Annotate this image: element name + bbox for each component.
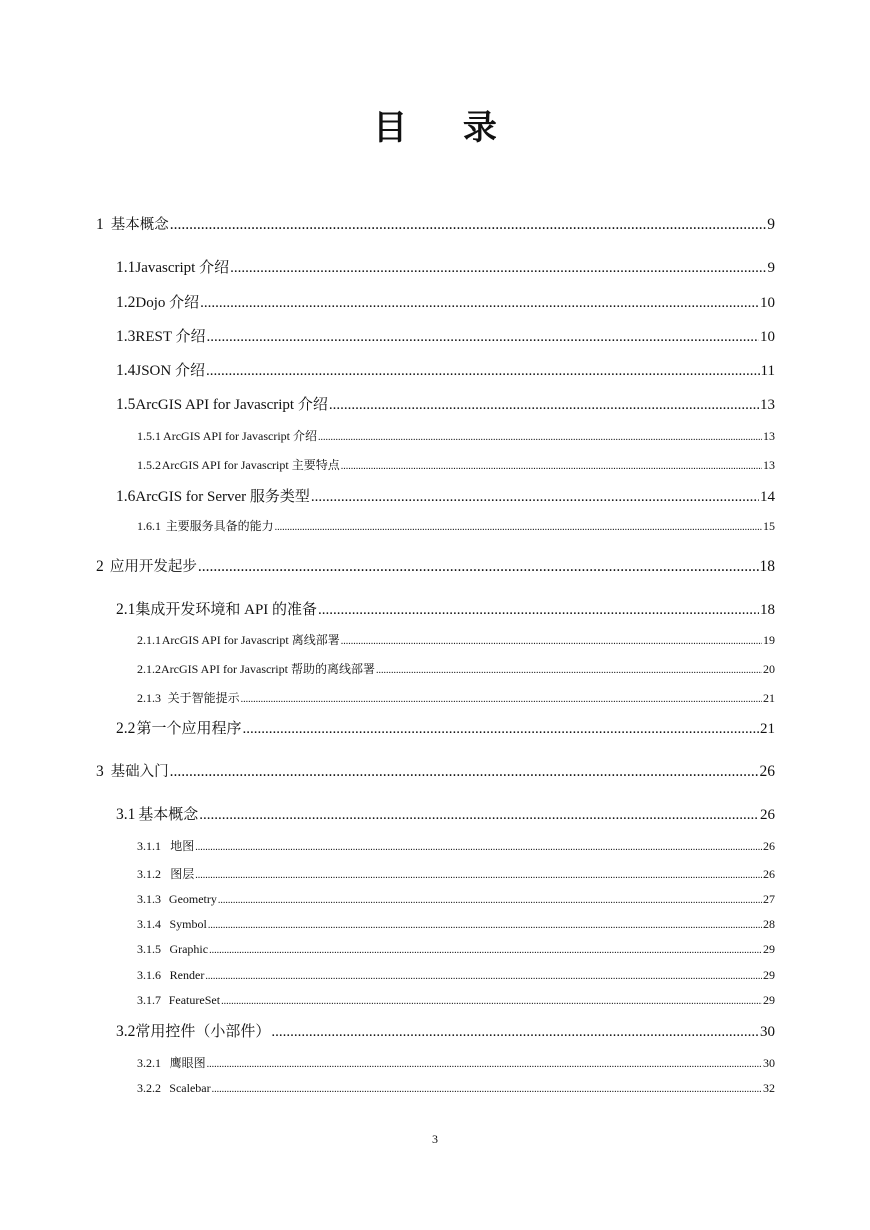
toc-entry-title: Graphic bbox=[169, 942, 209, 956]
toc-dot-leader bbox=[212, 1081, 762, 1096]
toc-dot-leader bbox=[376, 662, 762, 677]
toc-entry-number: 3.2.2 bbox=[137, 1081, 161, 1095]
toc-entry-page: 29 bbox=[763, 942, 775, 956]
toc-dot-leader bbox=[243, 721, 759, 738]
toc-entry-page: 26 bbox=[763, 839, 775, 853]
toc-entry-title: ArcGIS for Server 服务类型 bbox=[135, 489, 310, 505]
toc-entry-title: 关于智能提示 bbox=[167, 691, 240, 705]
toc-entry-page: 27 bbox=[763, 892, 775, 906]
toc-entry-number: 2.1.2 bbox=[137, 662, 161, 676]
toc-dot-leader bbox=[318, 602, 759, 619]
page-number: 3 bbox=[432, 1132, 438, 1146]
toc-entry-page: 15 bbox=[763, 519, 775, 533]
toc-entry-title: REST 介绍 bbox=[135, 329, 206, 345]
toc-entry-title: 地图 bbox=[170, 839, 195, 853]
toc-entry[interactable] bbox=[116, 256, 775, 277]
toc-entry-page: 14 bbox=[760, 489, 775, 505]
toc-entry-number: 1.5.2 bbox=[137, 458, 161, 472]
toc-entry-title: 常用控件（小部件） bbox=[135, 1024, 271, 1040]
toc-entry[interactable] bbox=[137, 660, 775, 677]
toc-entry-page: 29 bbox=[763, 993, 775, 1007]
toc-entry-title: Dojo 介绍 bbox=[135, 295, 200, 311]
toc-dot-leader bbox=[205, 968, 762, 983]
page-title: 目 录 bbox=[373, 108, 519, 148]
toc-dot-leader bbox=[329, 397, 759, 414]
toc-entry[interactable] bbox=[116, 803, 775, 824]
toc-entry-page: 26 bbox=[759, 763, 775, 780]
toc-entry-number: 1.5.1 bbox=[137, 429, 161, 443]
toc-entry-page: 18 bbox=[760, 602, 775, 618]
toc-entry-title: JSON 介绍 bbox=[135, 363, 205, 379]
toc-entry-page: 19 bbox=[763, 633, 775, 647]
toc-entry-page: 21 bbox=[763, 691, 775, 705]
toc-entry[interactable] bbox=[137, 1054, 775, 1071]
toc-entry-page: 26 bbox=[763, 867, 775, 881]
toc-entry-title: Javascript 介绍 bbox=[135, 260, 230, 276]
toc-dot-leader bbox=[207, 1056, 762, 1071]
toc-dot-leader bbox=[206, 363, 760, 380]
toc-entry[interactable] bbox=[137, 968, 775, 983]
toc-entry-page: 29 bbox=[763, 968, 775, 982]
toc-entry-title: 集成开发环境和 API 的准备 bbox=[135, 602, 318, 618]
toc-dot-leader bbox=[170, 216, 766, 234]
toc-entry-title: FeatureSet bbox=[168, 993, 221, 1007]
toc-entry-page: 26 bbox=[760, 807, 775, 823]
toc-dot-leader bbox=[221, 993, 762, 1008]
toc-entry-number: 3.1.1 bbox=[137, 839, 161, 853]
toc-dot-leader bbox=[200, 295, 759, 312]
toc-entry-page: 30 bbox=[763, 1056, 775, 1070]
toc-entry[interactable] bbox=[116, 717, 775, 738]
toc-dot-leader bbox=[195, 867, 762, 882]
toc-entry-number: 3.1.5 bbox=[137, 942, 161, 956]
toc-entry-title: ArcGIS API for Javascript 帮助的离线部署 bbox=[161, 662, 375, 676]
toc-entry-number: 1.3 bbox=[116, 328, 136, 345]
toc-entry-number: 3.2 bbox=[116, 1023, 136, 1040]
toc-entry-title: ArcGIS API for Javascript 介绍 bbox=[135, 397, 328, 413]
toc-entry[interactable] bbox=[137, 993, 775, 1008]
toc-entry-page: 11 bbox=[760, 363, 775, 379]
toc-entry-number: 1.6.1 bbox=[137, 519, 161, 533]
toc-entry-title: 基本概念 bbox=[138, 807, 199, 823]
toc-entry-title: 主要服务具备的能力 bbox=[165, 519, 274, 533]
toc-dot-leader bbox=[170, 763, 759, 781]
toc-entry-title: Scalebar bbox=[169, 1081, 211, 1095]
toc-entry[interactable] bbox=[137, 427, 775, 444]
toc-entry-page: 9 bbox=[767, 216, 775, 233]
toc-dot-leader bbox=[318, 429, 762, 444]
toc-entry-number: 1.4 bbox=[116, 362, 136, 379]
toc-dot-leader bbox=[208, 917, 762, 932]
toc-dot-leader bbox=[198, 558, 759, 576]
toc-entry-page: 10 bbox=[760, 329, 775, 345]
toc-entry[interactable] bbox=[116, 598, 775, 619]
toc-entry-title: ArcGIS API for Javascript 介绍 bbox=[163, 429, 318, 443]
toc-entry[interactable] bbox=[137, 917, 775, 932]
toc-entry-number: 2.1.1 bbox=[137, 633, 161, 647]
toc-entry-title: Geometry bbox=[168, 892, 217, 906]
toc-entry[interactable] bbox=[137, 456, 775, 473]
toc-entry-number: 3 bbox=[96, 763, 104, 780]
toc-entry[interactable] bbox=[116, 291, 775, 312]
toc-dot-leader bbox=[241, 691, 762, 706]
toc-entry-page: 9 bbox=[767, 260, 775, 276]
toc-entry[interactable] bbox=[116, 393, 775, 414]
toc-entry-title: 图层 bbox=[170, 867, 195, 881]
toc-entry-page: 13 bbox=[763, 458, 775, 472]
toc-dot-leader bbox=[311, 489, 759, 506]
toc-entry-number: 3.1.6 bbox=[137, 968, 161, 982]
toc-entry-title: 第一个应用程序 bbox=[136, 721, 242, 737]
toc-dot-leader bbox=[341, 633, 762, 648]
toc-entry-page: 13 bbox=[763, 429, 775, 443]
toc-entry-number: 3.1 bbox=[116, 806, 136, 823]
toc-dot-leader bbox=[341, 458, 762, 473]
toc-entry-number: 3.1.3 bbox=[137, 892, 161, 906]
toc-entry-number: 3.1.4 bbox=[137, 917, 161, 931]
toc-entry[interactable] bbox=[137, 517, 775, 534]
toc-entry-title: ArcGIS API for Javascript 主要特点 bbox=[161, 458, 340, 472]
toc-entry-title: 应用开发起步 bbox=[109, 559, 197, 575]
toc-entry[interactable] bbox=[96, 213, 775, 234]
toc-dot-leader bbox=[275, 519, 762, 534]
toc-entry-title: 基本概念 bbox=[110, 217, 169, 233]
toc-entry-page: 10 bbox=[760, 295, 775, 311]
toc-entry[interactable] bbox=[116, 359, 775, 380]
toc-entry[interactable] bbox=[137, 892, 775, 907]
toc-entry[interactable] bbox=[137, 837, 775, 854]
toc-dot-leader bbox=[209, 942, 762, 957]
toc-entry-number: 2 bbox=[96, 558, 104, 575]
toc-dot-leader bbox=[230, 260, 766, 277]
toc-entry-number: 1.5 bbox=[116, 396, 136, 413]
toc-entry-page: 18 bbox=[759, 558, 775, 575]
toc-entry-page: 20 bbox=[763, 662, 775, 676]
toc-entry-number: 2.2 bbox=[116, 720, 136, 737]
toc-entry[interactable] bbox=[137, 865, 775, 882]
toc-entry-page: 30 bbox=[760, 1024, 775, 1040]
toc-entry-page: 28 bbox=[763, 917, 775, 931]
toc-dot-leader bbox=[218, 892, 762, 907]
toc-entry-title: 基础入门 bbox=[110, 764, 169, 780]
toc-entry[interactable] bbox=[116, 485, 775, 506]
toc-entry[interactable] bbox=[137, 631, 775, 648]
toc-dot-leader bbox=[271, 1024, 759, 1041]
toc-entry-title: Symbol bbox=[169, 917, 207, 931]
toc-entry-number: 1.1 bbox=[116, 259, 136, 276]
toc-entry-page: 13 bbox=[760, 397, 775, 413]
toc-entry[interactable] bbox=[137, 689, 775, 706]
toc-entry-page: 32 bbox=[763, 1081, 775, 1095]
toc-entry[interactable] bbox=[116, 1020, 775, 1041]
toc-entry-number: 3.1.7 bbox=[137, 993, 161, 1007]
toc-entry[interactable] bbox=[96, 555, 775, 576]
toc-entry-title: Render bbox=[169, 968, 205, 982]
toc-dot-leader bbox=[207, 329, 759, 346]
toc-entry-title: ArcGIS API for Javascript 离线部署 bbox=[161, 633, 340, 647]
toc-entry-page: 21 bbox=[760, 721, 775, 737]
toc-entry[interactable] bbox=[137, 1081, 775, 1096]
toc-dot-leader bbox=[199, 807, 759, 824]
toc-entry-number: 2.1.3 bbox=[137, 691, 161, 705]
toc-entry-number: 3.2.1 bbox=[137, 1056, 161, 1070]
toc-entry-number: 1.2 bbox=[116, 294, 136, 311]
toc-entry-title: 鹰眼图 bbox=[169, 1056, 206, 1070]
toc-entry-number: 1 bbox=[96, 216, 104, 233]
toc-dot-leader bbox=[195, 839, 762, 854]
toc-entry[interactable] bbox=[116, 325, 775, 346]
toc-entry[interactable] bbox=[137, 942, 775, 957]
toc-entry-number: 3.1.2 bbox=[137, 867, 161, 881]
toc-entry[interactable] bbox=[96, 760, 775, 781]
toc-entry-number: 1.6 bbox=[116, 488, 136, 505]
toc-entry-number: 2.1 bbox=[116, 601, 136, 618]
